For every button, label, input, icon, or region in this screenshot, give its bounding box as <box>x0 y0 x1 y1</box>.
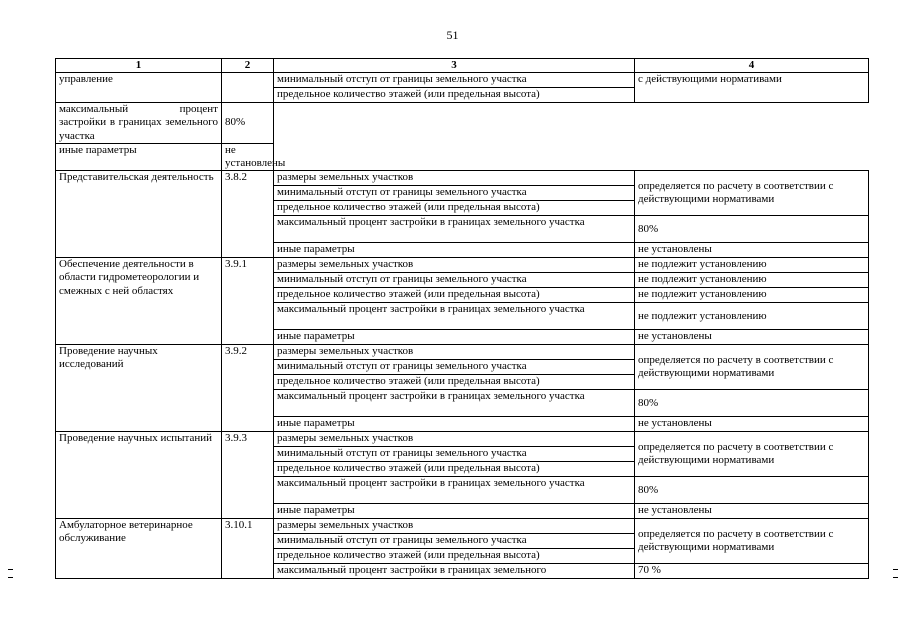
parameter-name: размеры земельных участков <box>274 258 635 273</box>
use-type-name: управление <box>56 73 222 103</box>
parameter-value: не установлены <box>635 330 869 345</box>
parameter-name: иные параметры <box>274 504 635 519</box>
parameter-name: предельное количество этажей (или предельная высота) <box>274 375 635 390</box>
parameter-name: иные параметры <box>274 243 635 258</box>
column-header-2: 2 <box>222 59 274 73</box>
use-type-code: 3.9.1 <box>222 258 274 345</box>
table-row <box>56 432 869 447</box>
parameter-name: минимальный отступ от границы земельного участка <box>274 186 635 201</box>
parameter-value: определяется по расчету в соответствии с действующими нормативами <box>635 345 869 390</box>
parameter-name: максимальный процент застройки в границах земельного участка <box>274 216 635 243</box>
use-type-code: 3.9.3 <box>222 432 274 519</box>
parameter-name: размеры земельных участков <box>274 171 635 186</box>
use-type-code: 3.10.1 <box>222 519 274 579</box>
parameter-name: предельное количество этажей (или предельная высота) <box>274 462 635 477</box>
parameter-value: с действующими нормативами <box>635 73 869 103</box>
use-type-name: Проведение научных испытаний <box>56 432 222 519</box>
parameter-name: минимальный отступ от границы земельного участка <box>274 447 635 462</box>
parameter-name: иные параметры <box>56 143 222 170</box>
parameter-value: 80% <box>635 477 869 504</box>
parameter-value: не установлены <box>635 243 869 258</box>
parameter-value: не подлежит установлению <box>635 303 869 330</box>
parameter-name: размеры земельных участков <box>274 432 635 447</box>
parameter-value: не подлежит установлению <box>635 258 869 273</box>
use-type-name: Проведение научных исследований <box>56 345 222 432</box>
parameter-value: не подлежит установлению <box>635 273 869 288</box>
parameter-value: 80% <box>635 216 869 243</box>
parameter-name: предельное количество этажей (или предельная высота) <box>274 288 635 303</box>
table-row <box>56 345 869 360</box>
parameter-name: максимальный процент застройки в границах земельного участка <box>274 303 635 330</box>
parameter-name: минимальный отступ от границы земельного участка <box>274 360 635 375</box>
parameter-name: предельное количество этажей (или предельная высота) <box>274 88 635 103</box>
use-type-code: 3.8.2 <box>222 171 274 258</box>
parameter-name: иные параметры <box>274 330 635 345</box>
parameter-value: 80% <box>222 103 274 144</box>
use-type-name: Амбулаторное ветеринарное обслуживание <box>56 519 222 579</box>
parameter-name: максимальный процент застройки в границах земельного участка <box>274 390 635 417</box>
parameter-name: предельное количество этажей (или предельная высота) <box>274 549 635 564</box>
parameter-name: минимальный отступ от границы земельного участка <box>274 73 635 88</box>
parameter-name: минимальный отступ от границы земельного участка <box>274 273 635 288</box>
table-row <box>56 143 869 170</box>
parameter-value: 80% <box>635 390 869 417</box>
page-number: 51 <box>446 28 459 42</box>
parameter-name: предельное количество этажей (или предельная высота) <box>274 201 635 216</box>
parameter-name: максимальный процент застройки в границах земельного участка <box>274 477 635 504</box>
parameter-name: минимальный отступ от границы земельного участка <box>274 534 635 549</box>
parameter-value: не установлены <box>635 504 869 519</box>
margin-mark-left <box>8 569 13 578</box>
use-type-code <box>222 73 274 103</box>
column-header-4: 4 <box>635 59 869 73</box>
zoning-parameters-table <box>55 58 869 579</box>
use-type-name: Представительская деятельность <box>56 171 222 258</box>
table-row <box>56 73 869 88</box>
use-type-code: 3.9.2 <box>222 345 274 432</box>
parameter-name: размеры земельных участков <box>274 345 635 360</box>
parameter-value: не установлены <box>222 143 274 170</box>
parameter-name: размеры земельных участков <box>274 519 635 534</box>
parameter-name: иные параметры <box>274 417 635 432</box>
table-row <box>56 519 869 534</box>
parameter-value: определяется по расчету в соответствии с действующими нормативами <box>635 171 869 216</box>
parameter-value: не установлены <box>635 417 869 432</box>
header-row <box>56 59 869 73</box>
parameter-value: определяется по расчету в соответствии с действующими нормативами <box>635 519 869 564</box>
use-type-name: Обеспечение деятельности в области гидрометеорологии и смежных с ней областях <box>56 258 222 345</box>
margin-mark-right <box>893 569 898 578</box>
parameter-value: определяется по расчету в соответствии с действующими нормативами <box>635 432 869 477</box>
table-row <box>56 171 869 186</box>
table-row <box>56 258 869 273</box>
parameter-name: максимальный процент застройки в границах земельного участка <box>56 103 222 144</box>
parameter-value: 70 % <box>635 564 869 579</box>
column-header-1: 1 <box>56 59 222 73</box>
column-header-3: 3 <box>274 59 635 73</box>
table-row <box>56 103 869 144</box>
parameter-value: не подлежит установлению <box>635 288 869 303</box>
parameter-name: максимальный процент застройки в границах земельного <box>274 564 635 579</box>
